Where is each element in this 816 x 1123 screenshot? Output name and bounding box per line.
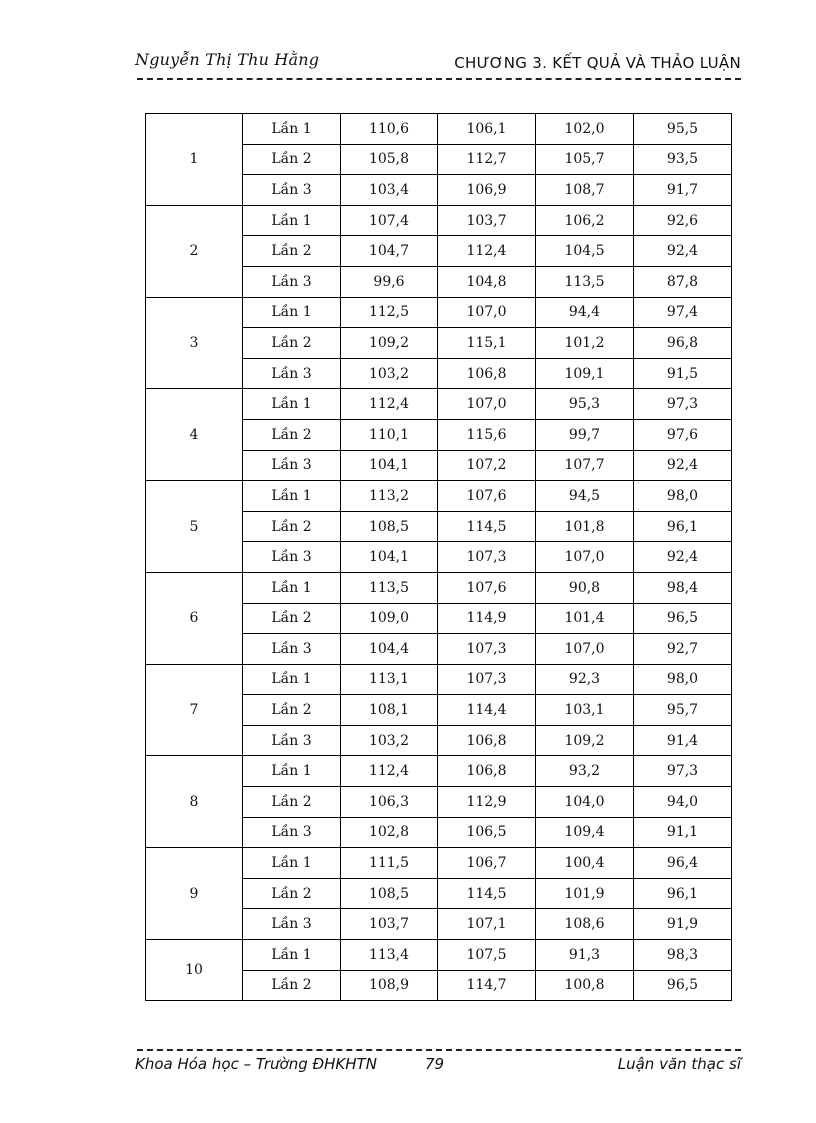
- value-cell: 112,4: [438, 236, 536, 267]
- value-cell: 104,5: [536, 236, 634, 267]
- value-cell: 106,5: [438, 817, 536, 848]
- run-label-cell: Lần 2: [243, 236, 341, 267]
- value-cell: 112,7: [438, 144, 536, 175]
- value-cell: 113,2: [341, 481, 438, 512]
- value-cell: 112,4: [341, 756, 438, 787]
- value-cell: 99,6: [341, 266, 438, 297]
- value-cell: 98,3: [634, 940, 732, 971]
- value-cell: 105,7: [536, 144, 634, 175]
- value-cell: 106,7: [438, 848, 536, 879]
- value-cell: 113,4: [341, 940, 438, 971]
- value-cell: 106,8: [438, 725, 536, 756]
- value-cell: 114,5: [438, 878, 536, 909]
- run-label-cell: Lần 3: [243, 725, 341, 756]
- page-footer: [135, 1055, 741, 1081]
- value-cell: 96,5: [634, 970, 732, 1001]
- value-cell: 104,7: [341, 236, 438, 267]
- value-cell: 97,3: [634, 756, 732, 787]
- value-cell: 108,9: [341, 970, 438, 1001]
- table-row: [146, 756, 732, 787]
- value-cell: 106,8: [438, 756, 536, 787]
- value-cell: 114,9: [438, 603, 536, 634]
- value-cell: 101,8: [536, 511, 634, 542]
- header-divider: [137, 78, 741, 80]
- value-cell: 99,7: [536, 419, 634, 450]
- run-label-cell: Lần 1: [243, 205, 341, 236]
- run-label-cell: Lần 3: [243, 358, 341, 389]
- value-cell: 112,4: [341, 389, 438, 420]
- value-cell: 108,6: [536, 909, 634, 940]
- footer-divider: [137, 1049, 741, 1051]
- run-label-cell: Lần 1: [243, 389, 341, 420]
- page-number: 79: [425, 1055, 445, 1073]
- sample-number-cell: 9: [146, 848, 243, 940]
- value-cell: 115,1: [438, 328, 536, 359]
- table-row: [146, 572, 732, 603]
- author-name: Nguyễn Thị Thu Hằng: [135, 50, 320, 69]
- value-cell: 109,2: [536, 725, 634, 756]
- chapter-title: CHƯƠNG 3. KẾT QUẢ VÀ THẢO LUẬN: [454, 54, 741, 72]
- value-cell: 103,1: [536, 695, 634, 726]
- value-cell: 103,7: [438, 205, 536, 236]
- value-cell: 104,1: [341, 542, 438, 573]
- value-cell: 91,9: [634, 909, 732, 940]
- value-cell: 112,5: [341, 297, 438, 328]
- sample-number-cell: 3: [146, 297, 243, 389]
- run-label-cell: Lần 1: [243, 848, 341, 879]
- value-cell: 105,8: [341, 144, 438, 175]
- value-cell: 91,3: [536, 940, 634, 971]
- sample-number-cell: 7: [146, 664, 243, 756]
- value-cell: 98,0: [634, 664, 732, 695]
- value-cell: 94,4: [536, 297, 634, 328]
- run-label-cell: Lần 1: [243, 481, 341, 512]
- value-cell: 101,9: [536, 878, 634, 909]
- value-cell: 98,4: [634, 572, 732, 603]
- value-cell: 96,4: [634, 848, 732, 879]
- value-cell: 93,5: [634, 144, 732, 175]
- value-cell: 115,6: [438, 419, 536, 450]
- table-row: [146, 848, 732, 879]
- value-cell: 103,7: [341, 909, 438, 940]
- run-label-cell: Lần 2: [243, 695, 341, 726]
- value-cell: 106,9: [438, 175, 536, 206]
- sample-number-cell: 1: [146, 114, 243, 206]
- value-cell: 95,3: [536, 389, 634, 420]
- value-cell: 107,7: [536, 450, 634, 481]
- value-cell: 107,3: [438, 634, 536, 665]
- run-label-cell: Lần 2: [243, 970, 341, 1001]
- value-cell: 107,6: [438, 481, 536, 512]
- value-cell: 104,8: [438, 266, 536, 297]
- run-label-cell: Lần 3: [243, 909, 341, 940]
- value-cell: 92,4: [634, 450, 732, 481]
- value-cell: 106,2: [536, 205, 634, 236]
- value-cell: 107,0: [536, 634, 634, 665]
- run-label-cell: Lần 1: [243, 572, 341, 603]
- value-cell: 92,4: [634, 542, 732, 573]
- value-cell: 111,5: [341, 848, 438, 879]
- value-cell: 96,8: [634, 328, 732, 359]
- value-cell: 113,5: [536, 266, 634, 297]
- value-cell: 110,6: [341, 114, 438, 145]
- page-header: [135, 48, 741, 78]
- value-cell: 93,2: [536, 756, 634, 787]
- run-label-cell: Lần 1: [243, 114, 341, 145]
- value-cell: 113,1: [341, 664, 438, 695]
- table-row: [146, 481, 732, 512]
- run-label-cell: Lần 2: [243, 419, 341, 450]
- run-label-cell: Lần 1: [243, 756, 341, 787]
- value-cell: 106,8: [438, 358, 536, 389]
- value-cell: 106,3: [341, 787, 438, 818]
- sample-number-cell: 2: [146, 205, 243, 297]
- value-cell: 97,4: [634, 297, 732, 328]
- value-cell: 108,5: [341, 878, 438, 909]
- value-cell: 97,6: [634, 419, 732, 450]
- value-cell: 96,5: [634, 603, 732, 634]
- sample-number-cell: 5: [146, 481, 243, 573]
- value-cell: 98,0: [634, 481, 732, 512]
- value-cell: 91,5: [634, 358, 732, 389]
- table-row: [146, 664, 732, 695]
- footer-faculty: Khoa Hóa học – Trường ĐHKHTN: [135, 1055, 377, 1073]
- run-label-cell: Lần 3: [243, 634, 341, 665]
- value-cell: 95,5: [634, 114, 732, 145]
- value-cell: 108,7: [536, 175, 634, 206]
- value-cell: 92,6: [634, 205, 732, 236]
- value-cell: 112,9: [438, 787, 536, 818]
- value-cell: 109,1: [536, 358, 634, 389]
- value-cell: 107,6: [438, 572, 536, 603]
- value-cell: 101,4: [536, 603, 634, 634]
- value-cell: 107,0: [438, 297, 536, 328]
- value-cell: 91,7: [634, 175, 732, 206]
- table-row: [146, 297, 732, 328]
- value-cell: 92,3: [536, 664, 634, 695]
- value-cell: 96,1: [634, 511, 732, 542]
- run-label-cell: Lần 1: [243, 297, 341, 328]
- footer-thesis-label: Luận văn thạc sĩ: [617, 1055, 741, 1073]
- run-label-cell: Lần 2: [243, 603, 341, 634]
- value-cell: 109,2: [341, 328, 438, 359]
- table-row: [146, 114, 732, 145]
- value-cell: 104,0: [536, 787, 634, 818]
- value-cell: 92,7: [634, 634, 732, 665]
- sample-number-cell: 8: [146, 756, 243, 848]
- value-cell: 103,4: [341, 175, 438, 206]
- value-cell: 104,1: [341, 450, 438, 481]
- value-cell: 106,1: [438, 114, 536, 145]
- run-label-cell: Lần 3: [243, 266, 341, 297]
- run-label-cell: Lần 2: [243, 511, 341, 542]
- run-label-cell: Lần 3: [243, 817, 341, 848]
- table-row: [146, 205, 732, 236]
- value-cell: 91,4: [634, 725, 732, 756]
- value-cell: 109,0: [341, 603, 438, 634]
- value-cell: 107,5: [438, 940, 536, 971]
- value-cell: 87,8: [634, 266, 732, 297]
- results-table: [145, 113, 732, 1001]
- sample-number-cell: 4: [146, 389, 243, 481]
- value-cell: 114,4: [438, 695, 536, 726]
- run-label-cell: Lần 3: [243, 450, 341, 481]
- run-label-cell: Lần 2: [243, 878, 341, 909]
- value-cell: 108,1: [341, 695, 438, 726]
- results-table-body: [146, 114, 732, 1001]
- value-cell: 91,1: [634, 817, 732, 848]
- value-cell: 102,0: [536, 114, 634, 145]
- value-cell: 92,4: [634, 236, 732, 267]
- value-cell: 110,1: [341, 419, 438, 450]
- value-cell: 107,2: [438, 450, 536, 481]
- value-cell: 96,1: [634, 878, 732, 909]
- value-cell: 100,4: [536, 848, 634, 879]
- value-cell: 95,7: [634, 695, 732, 726]
- value-cell: 102,8: [341, 817, 438, 848]
- value-cell: 107,4: [341, 205, 438, 236]
- value-cell: 94,0: [634, 787, 732, 818]
- value-cell: 104,4: [341, 634, 438, 665]
- run-label-cell: Lần 1: [243, 664, 341, 695]
- value-cell: 107,0: [536, 542, 634, 573]
- sample-number-cell: 10: [146, 940, 243, 1001]
- value-cell: 109,4: [536, 817, 634, 848]
- value-cell: 101,2: [536, 328, 634, 359]
- value-cell: 103,2: [341, 358, 438, 389]
- value-cell: 94,5: [536, 481, 634, 512]
- value-cell: 113,5: [341, 572, 438, 603]
- run-label-cell: Lần 3: [243, 175, 341, 206]
- value-cell: 100,8: [536, 970, 634, 1001]
- run-label-cell: Lần 3: [243, 542, 341, 573]
- value-cell: 107,1: [438, 909, 536, 940]
- value-cell: 114,5: [438, 511, 536, 542]
- value-cell: 90,8: [536, 572, 634, 603]
- run-label-cell: Lần 2: [243, 328, 341, 359]
- sample-number-cell: 6: [146, 572, 243, 664]
- value-cell: 103,2: [341, 725, 438, 756]
- value-cell: 107,3: [438, 664, 536, 695]
- value-cell: 107,0: [438, 389, 536, 420]
- table-row: [146, 940, 732, 971]
- run-label-cell: Lần 2: [243, 144, 341, 175]
- value-cell: 97,3: [634, 389, 732, 420]
- run-label-cell: Lần 2: [243, 787, 341, 818]
- value-cell: 107,3: [438, 542, 536, 573]
- value-cell: 108,5: [341, 511, 438, 542]
- value-cell: 114,7: [438, 970, 536, 1001]
- table-row: [146, 389, 732, 420]
- run-label-cell: Lần 1: [243, 940, 341, 971]
